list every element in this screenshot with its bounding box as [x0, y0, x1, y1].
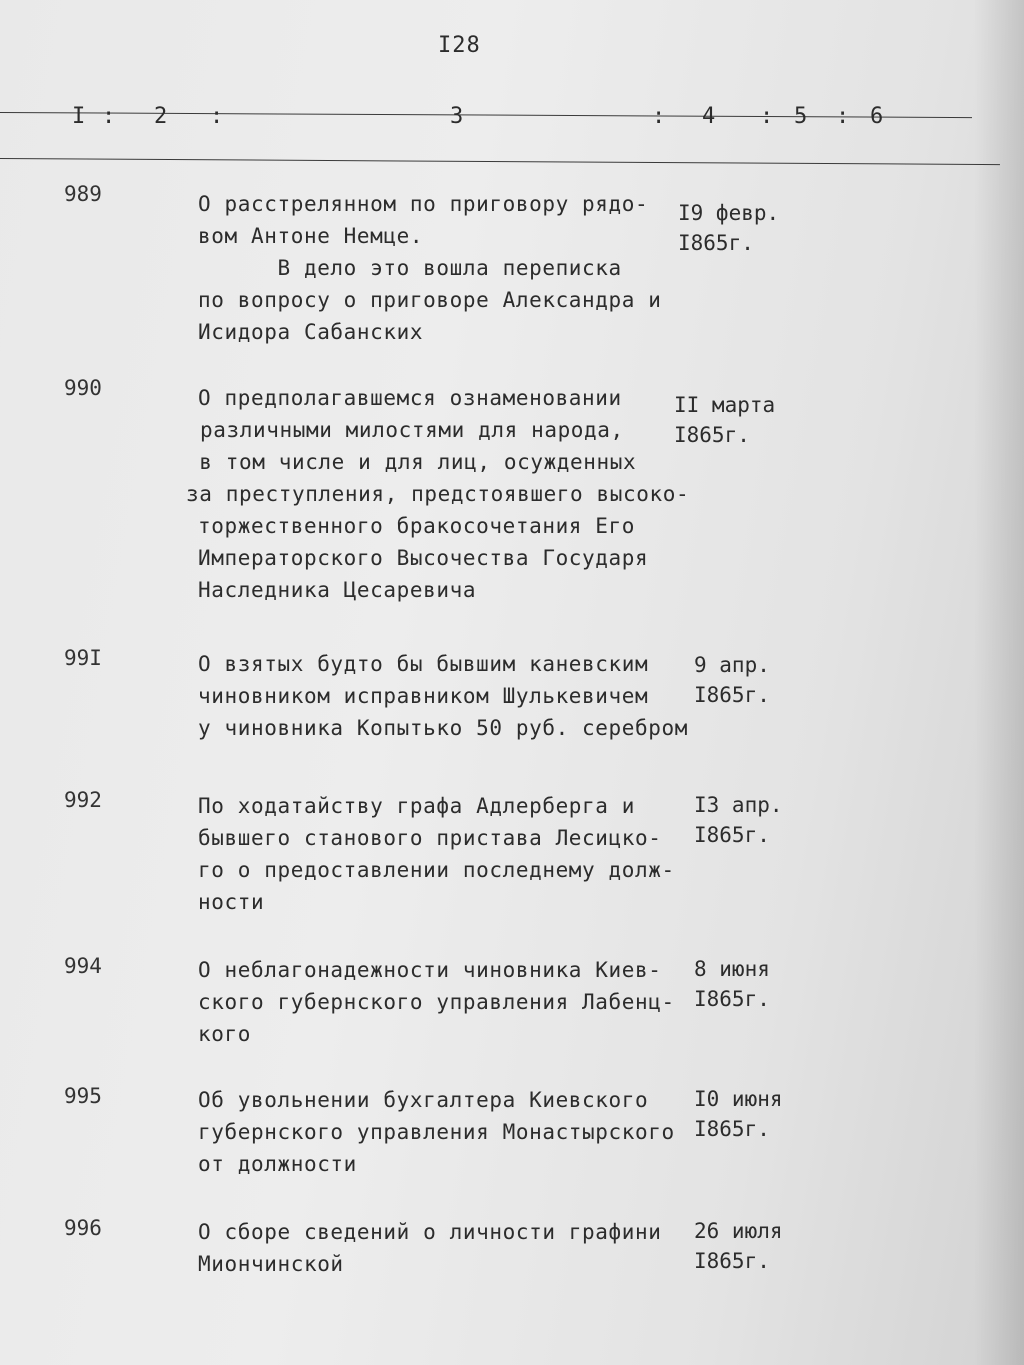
entry-date [694, 954, 844, 1014]
date-year: I865г. [694, 1117, 770, 1141]
date-year: I865г. [694, 1249, 770, 1273]
description-line: вом Антоне Немце. [198, 224, 424, 248]
entry-number: 996 [64, 1216, 102, 1240]
description-line: По ходатайству графа Адлерберга и [198, 794, 636, 818]
column-header-4: 4 [702, 104, 716, 129]
column-separator: : [210, 104, 224, 129]
description-line: го о предоставлении последнему долж- [198, 858, 675, 882]
header-rule-top [0, 112, 972, 118]
description-line: О взятых будто бы бывшим каневским [198, 652, 649, 676]
entry-number: 995 [64, 1084, 102, 1108]
description-line: за преступления, предстоявшего высоко- [186, 482, 690, 506]
entry-date [694, 1216, 844, 1276]
column-header-6: 6 [870, 104, 884, 129]
description-line: губернского управления Монастырского [198, 1120, 675, 1144]
date-year: I865г. [694, 683, 770, 707]
column-header-2: 2 [154, 104, 168, 129]
description-line: Императорского Высочества Государя [198, 546, 649, 570]
description-line: Исидора Сабанских [198, 320, 424, 344]
entry-description [198, 1084, 698, 1180]
date-day: 26 июля [694, 1219, 783, 1243]
entry-date [694, 790, 844, 850]
column-header-5: 5 [794, 104, 808, 129]
entry-date [674, 390, 824, 450]
page-number: I28 [438, 33, 481, 58]
date-day: 9 апр. [694, 653, 770, 677]
entry-date [694, 1084, 844, 1144]
date-day: I3 апр. [694, 793, 783, 817]
column-separator: : [836, 104, 850, 129]
date-day: II марта [674, 393, 776, 417]
description-line: ности [198, 890, 265, 914]
description-line: чиновником исправником Шулькевичем [198, 684, 649, 708]
entry-number: 99I [64, 646, 102, 670]
column-header-1: I [72, 104, 86, 129]
description-line: по вопросу о приговоре Александра и [198, 288, 662, 312]
entry-date [694, 650, 844, 710]
description-line: Об увольнении бухгалтера Киевского [198, 1088, 649, 1112]
date-year: I865г. [678, 231, 754, 255]
entry-description [198, 1216, 698, 1280]
description-line: кого [198, 1022, 251, 1046]
description-line: О предполагавшемся ознаменовании [198, 386, 622, 410]
description-line: Наследника Цесаревича [198, 578, 477, 602]
entry-number: 989 [64, 182, 102, 206]
description-line: ского губернского управления Лабенц- [198, 990, 675, 1014]
entry-description [198, 648, 698, 744]
description-line: от должности [198, 1152, 357, 1176]
date-year: I865г. [674, 423, 750, 447]
entry-description [198, 188, 698, 348]
entry-number: 994 [64, 954, 102, 978]
entry-number: 990 [64, 376, 102, 400]
description-line: в том числе и для лиц, осужденных [186, 450, 637, 474]
description-line: у чиновника Копытько 50 руб. серебром [198, 716, 688, 740]
description-line: различными милостями для народа, [200, 418, 624, 442]
column-separator: : [760, 104, 774, 129]
date-year: I865г. [694, 987, 770, 1011]
description-line: бывшего станового пристава Лесицко- [198, 826, 662, 850]
date-day: 8 июня [694, 957, 770, 981]
date-day: I0 июня [694, 1087, 783, 1111]
entry-date [678, 198, 828, 258]
entry-number: 992 [64, 788, 102, 812]
column-header-3: 3 [450, 104, 464, 129]
date-year: I865г. [694, 823, 770, 847]
header-rule-bottom [0, 158, 1000, 165]
entry-description [198, 954, 698, 1050]
description-line: Миончинской [198, 1252, 344, 1276]
description-line: В дело это вошла переписка [198, 256, 622, 280]
column-separator: : [652, 104, 666, 129]
entry-description [198, 790, 698, 918]
description-line: О неблагонадежности чиновника Киев- [198, 958, 662, 982]
page-edge-shadow [974, 0, 1024, 1365]
description-line: О сборе сведений о личности графини [198, 1220, 662, 1244]
entry-description [186, 382, 690, 606]
column-separator: : [102, 104, 116, 129]
description-line: торжественного бракосочетания Его [198, 514, 636, 538]
date-day: I9 февр. [678, 201, 780, 225]
description-line: О расстрелянном по приговору рядо- [198, 192, 649, 216]
